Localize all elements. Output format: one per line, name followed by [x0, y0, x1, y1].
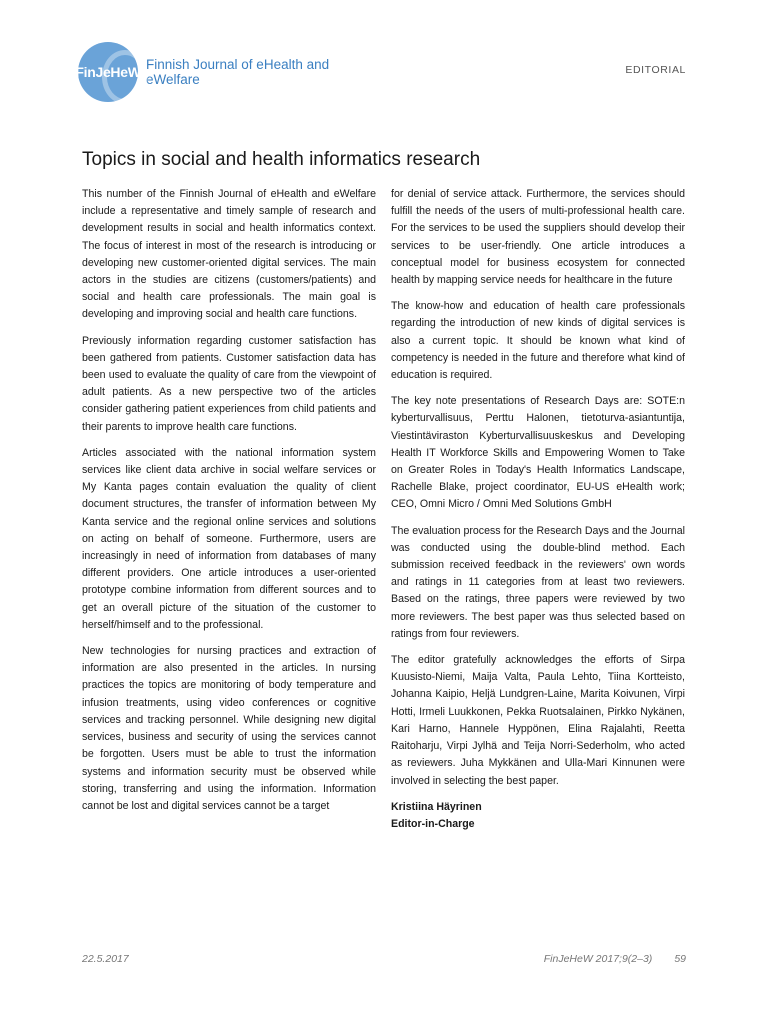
paragraph: The key note presentations of Research Days are: SOTE:n kyberturvallisuus, Perttu Halonen, tietoturva-asiantuntija, Viestintäviraston Kyberturvallisuuskeskus and Developing Health IT Workforce Skills and Empowering Women to Take on Greater Roles in Today's Health Informatics Landscape, Rachelle Blake, project coordinator, EU-US eHealth work; CEO, Omni Micro / Omni Med Solutions GmbH [391, 395, 685, 511]
journal-name: Finnish Journal of eHealth and eWelfare [146, 57, 330, 87]
paragraph: The evaluation process for the Research Days and the Journal was conducted using the double-blind method. Each submission received feedback in the reviewers' own words and ratings in 11 categories from at least two reviewers. Based on the ratings, three papers were reviewed by two more reviewers. The best paper was thus selected based on ratings from four reviewers. [391, 524, 685, 640]
journal-logo [75, 42, 378, 102]
paragraph: Articles associated with the national information system services like client data archive in social welfare services or My Kanta pages contain evaluation the quality of client document structures, the transfer of information between My Kanta service and the regional online services and solutions on acting on behalf of someone. Furthermore, users are increasingly in need of information from databases of many different providers. One article introduces a user-oriented prototype combine information from different sources and to get an overall picture of the situation of the customer to herself/himself and to the professional. [82, 446, 376, 631]
footer-citation: FinJeHeW 2017;9(2–3) [543, 953, 653, 965]
footer-citation-block [544, 953, 686, 965]
signature-name: Kristiina Häyrinen [391, 800, 482, 813]
right-column [391, 186, 685, 833]
signature-role: Editor-in-Charge [391, 817, 475, 830]
paragraph: for denial of service attack. Furthermore, the services should fulfill the needs of the users of multi-professional health care. For the services to be used the suppliers should develop their services to be user-friendly. One article introduces a conceptual model for business ecosystem for connected health by mapping service needs for healthcare in the future [391, 188, 685, 287]
section-label: EDITORIAL [625, 64, 686, 76]
page-number: 59 [674, 953, 686, 965]
article-title: Topics in social and health informatics research [82, 149, 481, 170]
logo-text: FinJeHeW [75, 64, 141, 80]
paragraph: This number of the Finnish Journal of eHealth and eWelfare include a representative and timely sample of research and development results in social and health informatics context. The focus of interest in most of the research is introducing or developing new customer-oriented digital services. The main actors in the studies are citizens (customers/patients) and social and health care professionals. The main goal is developing and improving social and health care functions. [82, 188, 376, 321]
paragraph: The editor gratefully acknowledges the efforts of Sirpa Kuusisto-Niemi, Maija Valta, Paula Lehto, Tiina Kortteisto, Johanna Kaipio, Heljä Lundgren-Laine, Marita Koivunen, Virpi Hotti, Irmeli Luukkonen, Pekka Ruotsalainen, Pirkko Nykänen, Kari Harno, Hannele Hyppönen, Elina Rajalahti, Reetta Raitoharju, Virpi Jylhä and Teija Norri-Sederholm, who acted as reviewers. Juha Mykkänen and Ulla-Mari Kinnunen were involved in selecting the best paper. [391, 654, 685, 787]
paragraph: The know-how and education of health care professionals regarding the introduction of new kinds of digital services is also a current topic. It should be known what kind of competency is needed in the future and therefore what kind of education is required. [391, 300, 685, 382]
paragraph: Previously information regarding customer satisfaction has been gathered from patients. Customer satisfaction data has been used to evaluate the quality of care from the viewpoint of adult patients. As a new perspective two of the articles consider gathering patient experiences from child patients and their parents to improve health care functions. [82, 334, 376, 433]
logo-circle-icon [75, 42, 141, 102]
footer-date: 22.5.2017 [82, 953, 129, 965]
paragraph: New technologies for nursing practices and extraction of information are also presented in the articles. In nursing practices the topics are monitoring of body temperature and infusion treatments, using video conferences or cognitive services and tracking personnel. While designing new digital services, business and security of using the services cannot be forgotten. Users must be able to trust the information systems and information security must be observed while storing, transferring and using the information. Information cannot be lost and digital services cannot be a target [82, 645, 376, 812]
left-column [82, 186, 376, 824]
